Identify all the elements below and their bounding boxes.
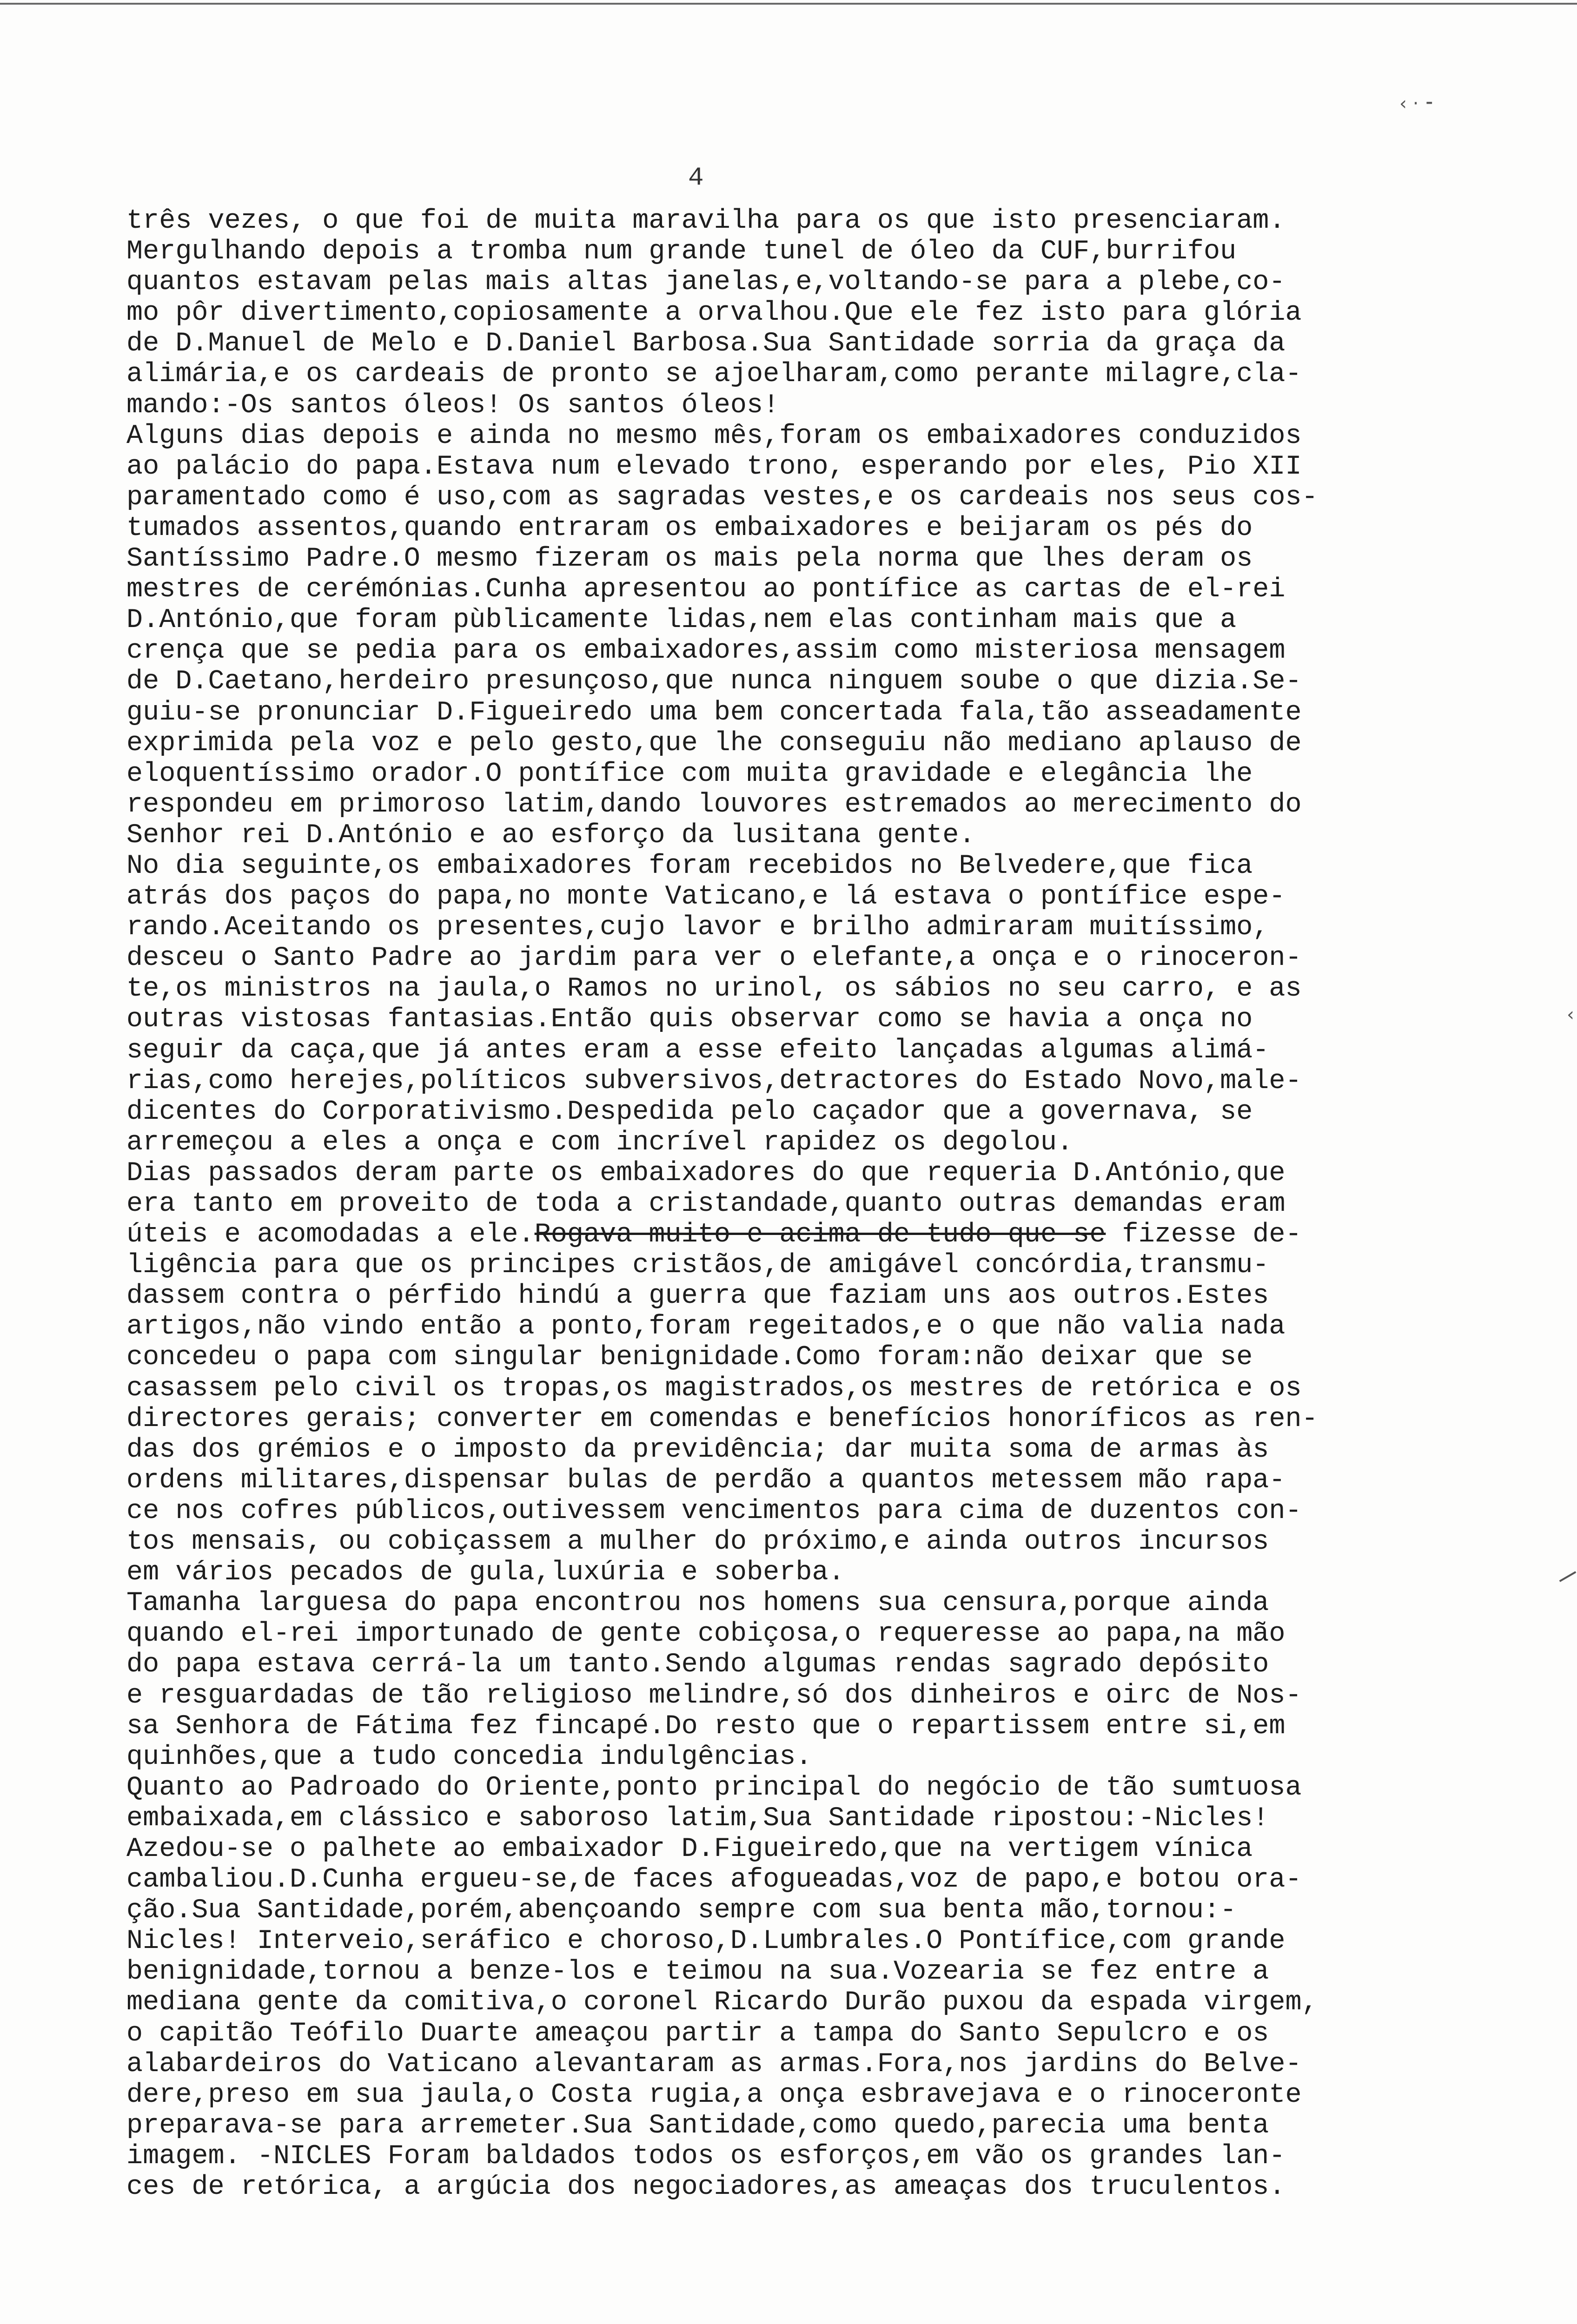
text-line-38: concedeu o papa com singular benignidade.Como foram:não deixar que se <box>126 1341 1253 1373</box>
struck-phrase: Rogava muito e acima de tudo que se <box>534 1219 1106 1250</box>
text-line-24: rando.Aceitando os presentes,cujo lavor e brilho admiraram muitíssimo, <box>126 911 1269 943</box>
text-line-15: crença que se pedia para os embaixadores,assim como misteriosa mensagem <box>126 635 1285 667</box>
text-line-23: atrás dos paços do papa,no monte Vaticano,e lá estava o pontífice espe- <box>126 881 1285 912</box>
text-line-21: Senhor rei D.António e ao esforço da lusitana gente. <box>126 819 975 851</box>
text-line-62: dere,preso em sua jaula,o Costa rugia,a onça esbravejava e o rinoceronte <box>126 2079 1302 2110</box>
text-line-16: de D.Caetano,herdeiro presunçoso,que nunca ninguem soube o que dizia.Se- <box>126 666 1302 697</box>
text-line-56: ção.Sua Santidade,porém,abençoando sempre com sua benta mão,tornou:- <box>126 1895 1237 1926</box>
text-line-48: do papa estava cerrá-la um tanto.Sendo algumas rendas sagrado depósito <box>126 1649 1269 1680</box>
text-line-32: Dias passados deram parte os embaixadores do que requeria D.António,que <box>126 1157 1285 1188</box>
text-line-6: alimária,e os cardeais de pronto se ajoelharam,como perante milagre,cla- <box>126 358 1302 390</box>
text-line-14: D.António,que foram pùblicamente lidas,nem elas continham mais que a <box>126 604 1237 636</box>
text-line-33: era tanto em proveito de toda a cristandade,quanto outras demandas eram <box>126 1188 1285 1219</box>
text-line-11: tumados assentos,quando entraram os embaixadores e beijaram os pés do <box>126 512 1253 543</box>
text-line-39: casassem pelo civil os tropas,os magistrados,os mestres de retórica e os <box>126 1372 1302 1404</box>
text-line-51: quinhões,que a tudo concedia indulgências. <box>126 1741 812 1772</box>
text-line-31: arremeçou a eles a onça e com incrível rapidez os degolou. <box>126 1126 1073 1158</box>
corner-mark: ‹ · ⁃ <box>1399 93 1434 114</box>
text-line-41: das dos grémios e o imposto da previdência; dar muita soma de armas às <box>126 1433 1269 1465</box>
text-line-47: quando el-rei importunado de gente cobiçosa,o requeresse ao papa,na mão <box>126 1618 1285 1650</box>
page-top-edge <box>0 3 1577 5</box>
text-line-1: três vezes, o que foi de muita maravilha para os que isto presenciaram. <box>126 205 1285 236</box>
text-line-13: mestres de cerémónias.Cunha apresentou ao pontífice as cartas de el-rei <box>126 574 1285 605</box>
text-line-17: guiu-se pronunciar D.Figueiredo uma bem concertada fala,tão asseadamente <box>126 696 1302 728</box>
text-line-58: benignidade,tornou a benze-los e teimou na sua.Vozearia se fez entre a <box>126 1956 1269 1987</box>
text-line-28: seguir da caça,que já antes eram a esse efeito lançadas algumas alimá- <box>126 1034 1269 1066</box>
text-line-57: Nicles! Interveio,seráfico e choroso,D.Lumbrales.O Pontífice,com grande <box>126 1925 1285 1957</box>
text-line-5: de D.Manuel de Melo e D.Daniel Barbosa.Sua Santidade sorria da graça da <box>126 328 1285 359</box>
text-line-37: artigos,não vindo então a ponto,foram regeitados,e o que não valia nada <box>126 1311 1285 1342</box>
text-line-53: embaixada,em clássico e saboroso latim,Sua Santidade ripostou:-Nicles! <box>126 1802 1269 1834</box>
text-line-30: dicentes do Corporativismo.Despedida pelo caçador que a governava, se <box>126 1096 1253 1127</box>
text-line-59: mediana gente da comitiva,o coronel Ricardo Durão puxou da espada virgem, <box>126 1987 1318 2018</box>
text-line-22: No dia seguinte,os embaixadores foram recebidos no Belvedere,que fica <box>126 850 1253 881</box>
text-line-7: mando:-Os santos óleos! Os santos óleos! <box>126 389 780 421</box>
text-line-54: Azedou-se o palhete ao embaixador D.Figueiredo,que na vertigem vínica <box>126 1833 1253 1864</box>
text-line-60: o capitão Teófilo Duarte ameaçou partir a tampa do Santo Sepulcro e os <box>126 2017 1269 2049</box>
text-line-36: dassem contra o pérfido hindú a guerra que faziam uns aos outros.Estes <box>126 1280 1269 1312</box>
text-line-65: ces de retórica, a argúcia dos negociadores,as ameaças dos truculentos. <box>126 2171 1285 2202</box>
text-line-61: alabardeiros do Vaticano alevantaram as armas.Fora,nos jardins do Belve- <box>126 2048 1302 2080</box>
text-line-63: preparava-se para arremeter.Sua Santidade,como quedo,parecia uma benta <box>126 2109 1269 2141</box>
text-line-18: exprimida pela voz e pelo gesto,que lhe conseguiu não mediano aplauso de <box>126 727 1302 759</box>
text-line-43: ce nos cofres públicos,outivessem vencimentos para cima de duzentos con- <box>126 1495 1302 1526</box>
text-line-40: directores gerais; converter em comendas e benefícios honoríficos as ren- <box>126 1403 1318 1434</box>
page-number: 4 <box>688 163 704 192</box>
text-line-27: outras vistosas fantasias.Então quis observar como se havia a onça no <box>126 1004 1253 1035</box>
text-line-25: desceu o Santo Padre ao jardim para ver o elefante,a onça e o rinoceron- <box>126 942 1302 974</box>
text-line-26: te,os ministros na jaula,o Ramos no urinol, os sábios no seu carro, e as <box>126 973 1302 1004</box>
text-line-2: Mergulhando depois a tromba num grande tunel de óleo da CUF,burrifou <box>126 236 1237 267</box>
margin-mark: ‹ <box>1567 1004 1574 1025</box>
text-line-64: imagem. -NICLES Foram baldados todos os esforços,em vão os grandes lan- <box>126 2140 1285 2172</box>
margin-tick <box>1559 1571 1577 1582</box>
text-line-12: Santíssimo Padre.O mesmo fizeram os mais pela norma que lhes deram os <box>126 543 1253 574</box>
text-line-49: e resguardadas de tão religioso melindre,só dos dinheiros e oirc de Nos- <box>126 1679 1302 1711</box>
text-line-52: Quanto ao Padroado do Oriente,ponto principal do negócio de tão sumtuosa <box>126 1771 1302 1803</box>
text-line-34-end: fizesse de- <box>1106 1219 1302 1250</box>
text-line-3: quantos estavam pelas mais altas janelas,e,voltando-se para a plebe,co- <box>126 266 1285 298</box>
text-line-29: rias,como herejes,políticos subversivos,detractores do Estado Novo,male- <box>126 1065 1302 1096</box>
text-line-42: ordens militares,dispensar bulas de perdão a quantos metessem mão rapa- <box>126 1464 1285 1496</box>
text-line-19: eloquentíssimo orador.O pontífice com muita gravidade e elegância lhe <box>126 758 1253 789</box>
text-line-34 <box>126 1219 1503 1250</box>
text-line-45: em vários pecados de gula,luxúria e soberba. <box>126 1557 845 1588</box>
typewritten-body <box>126 205 1503 2202</box>
text-line-34-start: úteis e acomodadas a ele. <box>126 1219 535 1250</box>
text-line-4: mo pôr divertimento,copiosamente a orvalhou.Que ele fez isto para glória <box>126 297 1302 329</box>
text-line-8: Alguns dias depois e ainda no mesmo mês,foram os embaixadores conduzidos <box>126 420 1302 451</box>
text-line-55: cambaliou.D.Cunha ergueu-se,de faces afogueadas,voz de papo,e botou ora- <box>126 1864 1302 1895</box>
text-line-20: respondeu em primoroso latim,dando louvores estremados ao merecimento do <box>126 788 1302 820</box>
text-line-10: paramentado como é uso,com as sagradas vestes,e os cardeais nos seus cos- <box>126 481 1318 513</box>
text-line-9: ao palácio do papa.Estava num elevado trono, esperando por eles, Pio XII <box>126 450 1302 482</box>
text-line-50: sa Senhora de Fátima fez fincapé.Do resto que o repartissem entre si,em <box>126 1710 1285 1742</box>
text-line-46: Tamanha larguesa do papa encontrou nos homens sua censura,porque ainda <box>126 1587 1269 1619</box>
text-line-44: tos mensais, ou cobiçassem a mulher do próximo,e ainda outros incursos <box>126 1526 1269 1558</box>
text-line-35: ligência para que os principes cristãos,de amigável concórdia,transmu- <box>126 1249 1269 1281</box>
